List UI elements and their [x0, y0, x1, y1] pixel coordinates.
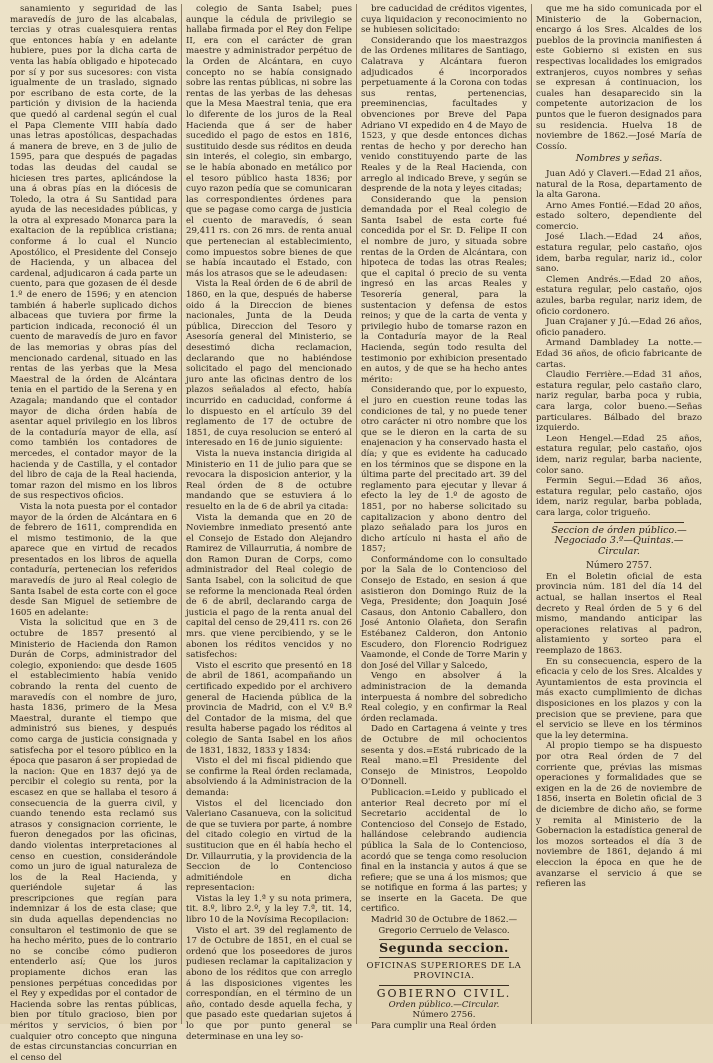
- col3-para-2: Considerando que los maestrazgos de las Ordenes militares de Santiago, Calatrava y Alcántara fueron adjudicados é incorporados perpetuamente á la Corona con todas sus rentas, pertenencias, preeminencias, facultades y obvenciones por Breve del Papa Adriano VI expedido en 4 de Mayo de 1523, y que desde entonces dichas rentas de hecho y por derecho han venido constituyendo parte de las Reales y de la Real Hacienda, con arreglo al indicado Breve, y según se desprende de la nota y leyes citadas;: [361, 35, 527, 195]
- name-entry: Leon Hengel.—Edad 25 años, estatura regular, pelo castaño, ojos idem, nariz regular, barba naciente, color sano.: [536, 433, 702, 476]
- col2-para-6: Visto el del mi fiscal pidiendo que se confirme la Real órden reclamada, absolviendo á la Administracion de la demanda:: [186, 756, 352, 798]
- col1-para-2: Vista la nota puesta por el contador mayor de la órden de Alcántara en 6 de febrero de 1611, comprendida en el mismo testimonio, de la que aparece que en virtud de recados presentados en los libros de aquella contaduría, pertenecian los referidos maravedís de juro al Real colegio de Santa Isabel de esta corte con el goce desde San Miguel de setiembre de 1605 en adelante:: [10, 501, 177, 618]
- section-subtitle-line-2: PROVINCIA.: [413, 971, 475, 982]
- col3-para-7: Dado en Cartagena á veinte y tres de Octubre de mil ochocientos sesenta y dos.=Está rubricado de la Real mano.=El Presidente del Consejo de Ministros, Leopoldo O'Donnell.: [361, 724, 527, 788]
- section-title: Segunda seccion.: [379, 940, 509, 956]
- col1-para-3: Vista la solicitud que en 3 de octubre de 1857 presentó al Ministerio de Hacienda don Ramon Durán de Corps, administrador del colegio, exponiendo: que desde 1605 el establecimiento había venido cobrando la renta del cuento de maravedís con el nombre de juro, hasta 1836, primero de la Mesa Maestral, durante el tiempo que administró sus bienes, y después como carga de justicia consignada y satisfecha por el tesoro público en la época que pasaron á ser propiedad de la nacion: Que en 1837 dejó ya de percibir el colegio su renta, por la escasez en que se hallaba el tesoro á consecuencia de la guerra civil, y cuando tenendo esta reclamó sus atrasos y consignacion corriente, le fueron denegados por las oficinas, dando violentas interpretaciones al censo en cuestion, considerándole como un juro de igual naturaleza de los de la Real Hacienda, y queriéndole sujetar á las prescripciones que regían para indemnizar á los de esta clase; que sin duda aquellas dependencias no consultaron el testimonio de que se ha hecho mérito, pues de lo contrario no se concibe cómo pudieron entenderlo así; Que los juros propiamente dichos eran las pensiones perpétuas concedidas por el Rey y expedidas por el contador de Hacienda sobre las rentas públicas, bien por título gracioso, bien por méritos y servicios, ó bien por cualquier otro concepto que ninguna de estas circunstancias concurrian en el censo del: [10, 618, 177, 1063]
- col4-para-1: que me ha sido comunicada por el Ministerio de la Gobernacion, encargo á los Sres. Alcaldes de los pueblos de la provincia manifiesten á este Gobierno si existen en sus respectivas localidades los emigrados extranjeros, cuyos nombres y señas se expresan á continuacion, los cuales han desaparecido sin la competente autorizacion de los puntos que le fueron designados para su residencia. Huelva 18 de noviembre de 1862.—José María de Cossío.: [536, 4, 702, 152]
- col2-para-3: Vista la nueva instancia dirigida al Ministerio en 11 de julio para que se revocara la disposicion anterior, y la Real órden de 8 de octubre mandando que se estuviera á lo resuelto en la de 6 de abril ya citada:: [186, 448, 352, 512]
- column-1: [6, 4, 181, 1063]
- col3-para-9: Madrid 30 de Octubre de 1862.—Gregorio Cerruelo de Velasco.: [370, 915, 518, 936]
- circular-para-3: Al propio tiempo se ha dispuesto por otra Real órden de 7 del corriente que, prévias las mismas operaciones y formalidades que se exigen en la de 26 de noviembre de 1856, inserta en Boletin oficial de 3 de diciembre de dicho año, se forme y remita al Ministerio de la Gobernacion la estadística general de los mozos sorteados el día 3 de noviembre de 1861, dejando á mi eleccion la época en que he de avanzarse el servicio á que se refieren las: [536, 741, 702, 890]
- name-entry: Juan Crajaner y Jú.—Edad 26 años, oficio panadero.: [536, 317, 702, 338]
- name-entry: Clemen Andrés.—Edad 20 años, estatura regular, pelo castaño, ojos azules, barba regular, nariz idem, de oficio cordonero.: [536, 274, 702, 317]
- gobierno-heading: GOBIERNO CIVIL.: [376, 987, 512, 1001]
- divider: [379, 957, 509, 958]
- orden-heading: Orden público.—Circular.: [388, 999, 500, 1010]
- name-entry: Claudio Ferrière.—Edad 31 años, estatura regular, pelo castaño claro, nariz regular, barba poca y rubia, cara larga, color bueno.—Señas particulares. Bálbado del brazo izquierdo.: [536, 370, 702, 434]
- circular-para-2: En su consecuencia, espero de la eficacia y celo de los Sres. Alcaldes y Ayuntamientos de esta provincia el más exacto cumplimiento de dichas disposiciones en los plazos y con la precision que se previene, para que el servicio se lleve en los términos que la ley determina.: [536, 656, 702, 741]
- circular-heading: Seccion de órden público.—Negociado 3.º—Quintas.—Circular.: [551, 524, 687, 557]
- col3-para-3: Considerando que la pension demandada por el Real colegio de Santa Isabel de esta corte fué concedida por el Sr. D. Felipe II con el nombre de juro, y situada sobre rentas de la Orden de Alcántara, con hipoteca de todas las otras Reales; que el capital ó precio de su venta ingresó en las arcas Reales y Tesorería general, para la sustentacion y defensa de estos reinos; y que de la carta de venta y privilegio hubo de tomarse razon en la Contaduría mayor de la Real Hacienda, según todo resulta del testimonio por exhibicion presentado en autos, y de que se ha hecho antes mérito:: [361, 194, 527, 385]
- column-2: [181, 4, 356, 1042]
- name-entry: José Llach.—Edad 24 años, estatura regular, pelo castaño, ojos idem, barba regular, nariz id., color sano.: [536, 232, 702, 275]
- col2-para-1: colegio de Santa Isabel; pues aunque la cédula de privilegio se hallaba firmada por el Rey don Felipe II, era con el carácter de gran maestre y administrador perpétuo de la Orden de Alcántara, en cuyo concepto no se había consignado sobre las rentas públicas, ni sobre las rentas de las yerbas de las dehesas que la Mesa Maestral tenia, que era lo diferente de los juros de la Real Hacienda que á ser de haber sucedido el pago de estos en 1816, sustituido desde sus réditos en deuda sin interés, el colegio, sin embargo, se le había abonado en metálico por el tesoro público hasta 1836; por cuyo razon pedía que se comunicaran las correspondientes órdenes para que se pagase como carga de justicia el cuento de maravedís, ó sean 29,411 rs. con 26 mrs. de renta anual que pertenecian al establecimiento, como impuestos sobre bienes de que se había incautado el Estado, con más los atrasos que se le adeudasen:: [186, 4, 352, 279]
- name-entry: Arno Ames Fontié.—Edad 20 años, estado soltero, dependiente del comercio.: [536, 200, 702, 232]
- col3-para-5: Conformándome con lo consultado por la Sala de lo Contencioso del Consejo de Estado, en sesion á que asistieron don Domingo Ruiz de la Vega, Presidente; don Joaquin José Casaus, don Antonio Caballero, don José Antonio Olañeta, don Serafin Estébanez Calderon, don Antonio Escudero, don Florencio Rodriguez Vaamonde, el Conde de Torre Marin y don José del Villar y Salcedo,: [361, 554, 527, 671]
- divider: [379, 985, 509, 986]
- col3-para-1: bre caducidad de créditos vigentes, cuya liquidacion y reconocimiento no se hubiesen solicitado:: [361, 4, 527, 36]
- col3-para-4: Considerando que, por lo expuesto, el juro en cuestion reune todas las condiciones de tal, y no puede tener otro carácter ni otro nombre que los que se le dieron en la carta de su enajenacion y ha conservado hasta el día; y que es evidente ha caducado en los términos que se dispone en la última parte del precitado art. 39 del reglamento para ejecutar y llevar á efecto la ley de 1.º de agosto de 1851, por no haberse solicitado su capitalizacion y abono dentro del plazo señalado para los juros en dicho artículo ni hasta el año de 1857;: [361, 385, 527, 555]
- section-subtitle-line-1: OFICINAS SUPERIORES DE LA: [366, 960, 522, 971]
- col2-para-9: Visto el art. 39 del reglamento de 17 de Octubre de 1851, en el cual se ordenó que los poseedores de juros pudiesen reclamar la capitalizacion y abono de los réditos que con arreglo á las disposiciones vigentes les correspondían, en el término de un año, contado desde aquella fecha, y que pasado este quedarian sujetos á lo que por punto general se determinase en una ley so-: [186, 925, 352, 1042]
- column-3: [356, 4, 531, 1031]
- name-entry: Armand Dambladey La notte.—Edad 36 años, de oficio fabricante de cartas.: [536, 338, 702, 370]
- col2-para-7: Vistos el del licenciado don Valeriano Casanueva, con la solicitud de que se tuviera por parte, á nombre del citado colegio en virtud de la sustitucion que en él había hecho el Dr. Villaurrutia, y la providencia de la Seccion de lo Contencioso admitiéndole en dicha representacion:: [186, 798, 352, 894]
- divider: [554, 522, 684, 523]
- column-4: [531, 4, 706, 1024]
- circular-para-1: En el Boletin oficial de esta provincia núm. 181 del día 14 del actual, se hallan insertos el Real decreto y Real órden de 5 y 6 del mismo, mandando anticipar las operaciones relativas al padron, alistamiento y sorteo para el reemplazo de 1863.: [536, 571, 702, 657]
- col1-para-1: sanamiento y seguridad de las maravedís de juro de las alcabalas, tercias y otras cualesquiera rentas que entonces había y en adelante hubiere, pues por la dicha carta de venta las había obligado e hipotecado por sí y por sus sucesores: con vista igualmente de un traslado, signado por escribano de esta corte, de la partición y division de la hacienda que quedó al cardenal según el cual el Papa Clemente VIII había dado unas letras apostólicas, despachadas á manera de breve, en 3 de julio de 1595, para que después de pagadas todas las deudas del caudal se hiciesen tres partes, aplicándose la una á obras pías en la diócesis de Toledo, la otra á Su Santidad para ayuda de las necesidades públicas, y la otra al expresado Monarca para la exaltacion de la república cristiana; conforme á lo cual el Nuncio Apostólico, el Presidente del Consejo de Hacienda, y un albacea del cardenal, adjudicaron á cada parte un cuento, para que gozasen de él desde 1.º de enero de 1596; y en atencion también á haberle suplicado dichos albaceas que tuviera por firme la particion indicada, reconoció él un cuento de maravedís de juro en favor de las memorias y obras pías del mencionado cardenal, situado en las rentas de las yerbas que la Mesa Maestral de la órden de Alcántara tenia en el partido de la Serena y en Azagala; mandando que el contador mayor de dicha órden había de asentar aquel privilegio en los libros de la contaduría mayor de ella, así como también los contadores de mercedes, el contador mayor de la hacienda y de Castilla, y el contador del libro de caja de la Real hacienda, tomar razon del mismo en los libros de sus respectivos oficios.: [10, 4, 177, 502]
- col2-para-5: Visto el escrito que presentó en 18 de abril de 1861, acompañando un certificado expedido por el archivero general de Hacienda pública de la provincia de Madrid, con el V.º B.º del Contador de la misma, del que resulta haberse pagado los réditos al colegio de Santa Isabel en los años de 1831, 1832, 1833 y 1834:: [186, 660, 352, 756]
- names-heading: Nombres y señas.: [575, 153, 663, 165]
- name-entry: Fermin Segui.—Edad 36 años, estatura regular, pelo castaño, ojos idem, nariz regular, barba poblada, cara larga, color trigueño.: [536, 476, 702, 518]
- numero-label: Número 2756.: [412, 1010, 476, 1021]
- col2-para-4: Vista la demanda que en 20 de Noviembre inmediato presentó ante el Consejo de Estado don Alejandro Ramirez de Villaurrutia, á nombre de don Ramon Duran de Corps, como administrador del Real colegio de Santa Isabel, con la solicitud de que se reforme la mencionada Real órden de 6 de abril, declarando carga de justicia el pago de la renta anual del capital del censo de 29,411 rs. con 26 mrs. que viene percibiendo, y se le abonen los réditos vencidos y no satisfechos:: [186, 512, 352, 661]
- col2-para-2: Vista la Real órden de 6 de abril de 1860, en la que, después de haberse oido á la Direccion de bienes nacionales, Junta de la Deuda pública, Direccion del Tesoro y Asesoría general del Ministerio, se desestimó dicha reclamacion, declarando que no habiéndose solicitado el pago del mencionado juro ante las oficinas dentro de los plazos señalados al efecto, había incurrido en caducidad, conforme á lo dispuesto en el artículo 39 del reglamento de 17 de octubre de 1851, de cuya resolucion se enteró al interesado en 16 de junio siguiente:: [186, 279, 352, 449]
- col3-para-6: Vengo en absolver á la administracion de la demanda interpuesta á nombre del sobredicho Real colegio, y en confirmar la Real órden reclamada.: [361, 671, 527, 724]
- tail-text: Para cumplir una Real órden: [371, 1020, 497, 1031]
- name-entry: Juan Adó y Claveri.—Edad 21 años, natural de la Rosa, departamento de la alta Garona.: [536, 168, 702, 201]
- circular-numero: Número 2757.: [586, 561, 652, 572]
- col2-para-8: Vistas la ley 1.ª y su nota primera, tit. 8.º, libro 2.º, y la ley 7.ª, tit. 14, libro 10 de la Novísima Recopilacion:: [186, 893, 352, 926]
- col3-para-8: Publicacion.=Leido y publicado el anterior Real decreto por mí el Secretario accidental de lo Contencioso del Consejo de Estado, hallándose celebrando audiencia pública la Sala de lo Contencioso, acordó que se tenga como resolucion final en la instancia y autos á que se refiere; que se una á los mismos; que se notifique en forma á las partes; y se inserte en la Gaceta. De que certifico.: [361, 787, 527, 915]
